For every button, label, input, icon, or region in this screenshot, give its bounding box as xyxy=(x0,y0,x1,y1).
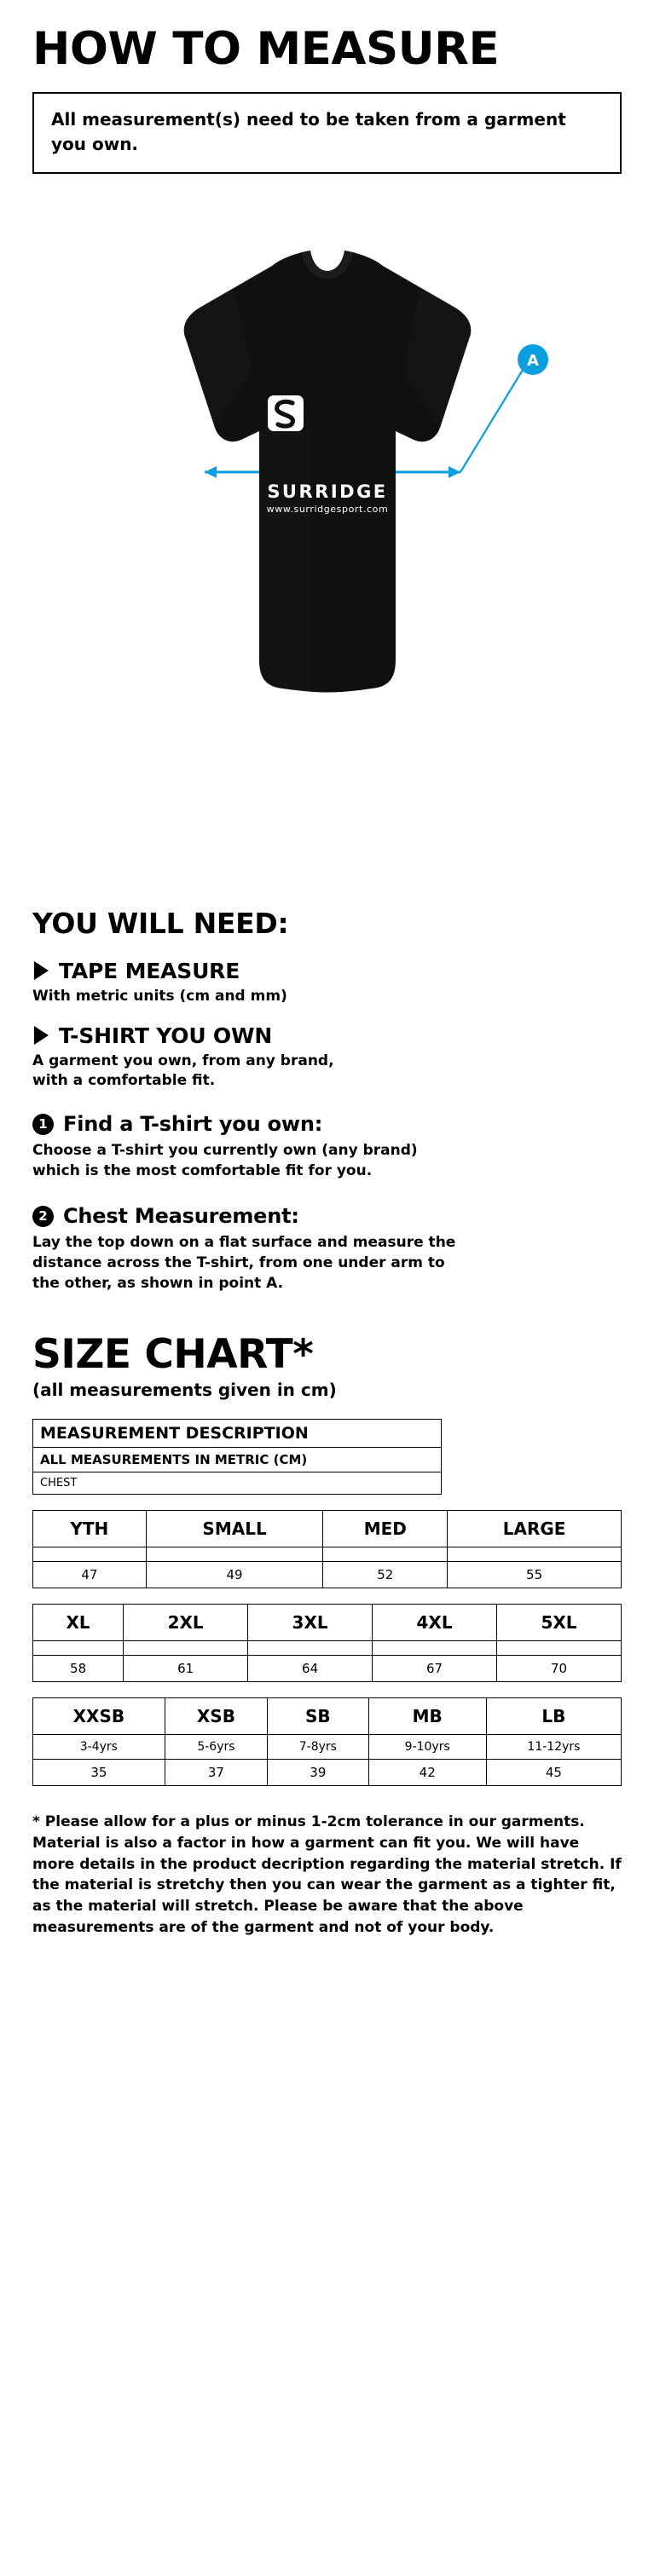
size-header-cell: XSB xyxy=(165,1698,267,1735)
description-header-cell: MEASUREMENT DESCRIPTION xyxy=(33,1420,442,1448)
spacer-cell xyxy=(323,1547,448,1562)
table-row xyxy=(33,1735,622,1760)
size-value-cell: 37 xyxy=(165,1760,267,1786)
size-chart-subtitle: (all measurements given in cm) xyxy=(32,1380,337,1401)
size-value-cell: 67 xyxy=(373,1656,497,1682)
size-header-cell: LB xyxy=(486,1698,621,1735)
size-value-cell: 52 xyxy=(323,1562,448,1588)
brand-url-text: www.surridgesport.com xyxy=(266,503,388,515)
size-table-youth xyxy=(32,1510,622,1588)
size-value-cell: 45 xyxy=(486,1760,621,1786)
tshirt-diagram xyxy=(55,199,600,881)
description-measure-cell: CHEST xyxy=(33,1472,442,1495)
you-will-need-heading: YOU WILL NEED: xyxy=(32,906,289,940)
brand-name-text: SURRIDGE xyxy=(266,481,388,502)
size-value-cell: 47 xyxy=(33,1562,147,1588)
measurement-notice-text: All measurement(s) need to be taken from a garment you own. xyxy=(51,108,566,154)
size-value-cell: 61 xyxy=(124,1656,248,1682)
need-item-tshirt xyxy=(32,1023,622,1091)
step-1 xyxy=(32,1112,622,1182)
table-row xyxy=(33,1641,622,1656)
tolerance-footnote: * Please allow for a plus or minus 1-2cm tolerance in our garments. Material is also a factor in how a garment can fit you. We will have more details in the product decription regarding the material stretch. If the material is stretchy then you can wear the garment as a tighter fit, as the material will stretch. Please be aware that the above measurements are of the garment and not of your body. xyxy=(32,1813,622,1936)
need-title: T-SHIRT YOU OWN xyxy=(59,1023,273,1048)
size-header-cell: 4XL xyxy=(373,1605,497,1641)
size-table-boys xyxy=(32,1697,622,1786)
step-number-badge: 2 xyxy=(32,1206,54,1227)
age-range-cell: 5-6yrs xyxy=(165,1735,267,1760)
size-header-cell: 3XL xyxy=(248,1605,373,1641)
age-range-cell: 9-10yrs xyxy=(368,1735,486,1760)
size-header-cell: LARGE xyxy=(448,1511,622,1547)
size-header-cell: SMALL xyxy=(146,1511,323,1547)
callout-badge-a-label: A xyxy=(526,351,539,370)
size-value-cell: 42 xyxy=(368,1760,486,1786)
size-header-cell: MB xyxy=(368,1698,486,1735)
surridge-s-logo xyxy=(268,395,304,431)
size-value-cell: 55 xyxy=(448,1562,622,1588)
spacer-cell xyxy=(248,1641,373,1656)
spacer-cell xyxy=(33,1641,124,1656)
step-title: Chest Measurement: xyxy=(63,1204,299,1229)
callout-leader-line xyxy=(460,370,523,472)
table-row xyxy=(33,1656,622,1682)
age-range-cell: 7-8yrs xyxy=(268,1735,368,1760)
age-range-cell: 3-4yrs xyxy=(33,1735,165,1760)
spacer-cell xyxy=(448,1547,622,1562)
spacer-cell xyxy=(497,1641,622,1656)
step-body: Choose a T-shirt you currently own (any brand) which is the most comfortable fit for you. xyxy=(32,1142,418,1180)
size-value-cell: 39 xyxy=(268,1760,368,1786)
size-chart-title: SIZE CHART* xyxy=(32,1331,314,1379)
size-header-cell: MED xyxy=(323,1511,448,1547)
table-row xyxy=(33,1698,622,1735)
table-row xyxy=(33,1547,622,1562)
step-title: Find a T-shirt you own: xyxy=(63,1112,323,1137)
measurement-notice-box xyxy=(32,92,622,174)
need-item-tape-measure xyxy=(32,959,622,1006)
measurement-description-table-wrap xyxy=(32,1419,442,1495)
size-header-cell: 5XL xyxy=(497,1605,622,1641)
step-body: Lay the top down on a flat surface and measure the distance across the T-shirt, from one under arm to the other, as shown in point A. xyxy=(32,1234,456,1292)
triangle-bullet-icon xyxy=(34,1026,49,1045)
spacer-cell xyxy=(373,1641,497,1656)
table-row xyxy=(33,1605,622,1641)
size-header-cell: YTH xyxy=(33,1511,147,1547)
size-value-cell: 64 xyxy=(248,1656,373,1682)
size-header-cell: SB xyxy=(268,1698,368,1735)
size-header-cell: XL xyxy=(33,1605,124,1641)
page-title: HOW TO MEASURE xyxy=(32,23,500,75)
triangle-bullet-icon xyxy=(34,961,49,980)
spacer-cell xyxy=(146,1547,323,1562)
step-2 xyxy=(32,1204,622,1294)
spacer-cell xyxy=(33,1547,147,1562)
size-value-cell: 70 xyxy=(497,1656,622,1682)
description-units-cell: ALL MEASUREMENTS IN METRIC (CM) xyxy=(33,1448,442,1472)
table-row xyxy=(33,1420,442,1448)
table-row xyxy=(33,1448,442,1472)
need-subtext: A garment you own, from any brand, with a comfortable fit. xyxy=(32,1052,334,1089)
need-subtext: With metric units (cm and mm) xyxy=(32,987,287,1005)
table-row xyxy=(33,1511,622,1547)
size-table-adult xyxy=(32,1604,622,1682)
spacer-cell xyxy=(124,1641,248,1656)
size-value-cell: 49 xyxy=(146,1562,323,1588)
arrow-right-icon xyxy=(449,466,460,478)
size-value-cell: 35 xyxy=(33,1760,165,1786)
size-header-cell: 2XL xyxy=(124,1605,248,1641)
age-range-cell: 11-12yrs xyxy=(486,1735,621,1760)
size-header-cell: XXSB xyxy=(33,1698,165,1735)
table-row xyxy=(33,1760,622,1786)
table-row xyxy=(33,1472,442,1495)
measurement-description-table xyxy=(32,1419,442,1495)
tshirt-illustration xyxy=(32,199,622,881)
size-value-cell: 58 xyxy=(33,1656,124,1682)
table-row xyxy=(33,1562,622,1588)
need-title: TAPE MEASURE xyxy=(59,958,240,983)
step-number-badge: 1 xyxy=(32,1114,54,1135)
arrow-left-icon xyxy=(205,466,217,478)
